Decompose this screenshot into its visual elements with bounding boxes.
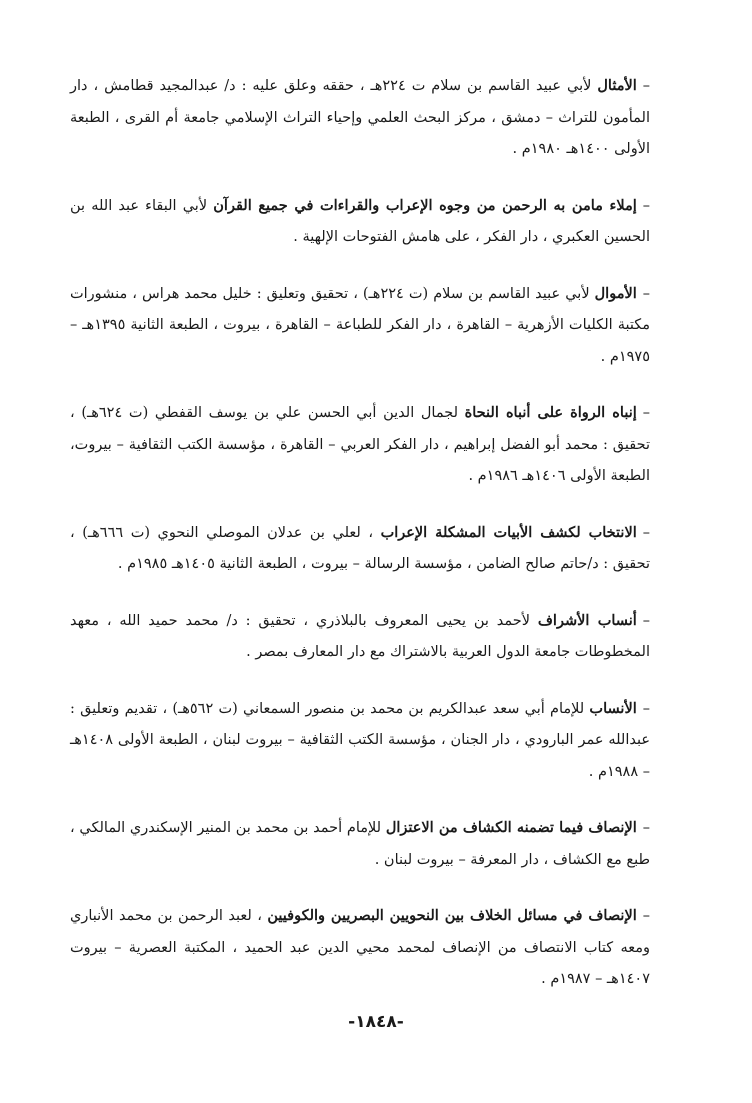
entry-text: ، لعبد الرحمن بن محمد الأنباري ومعه كتاب الانتصاف من الإنصاف لمحمد محيي الدين عبد الحميد ، المكتبة العصرية – بيروت ١٤٠٧هـ – ١٩٨٧م . <box>70 908 650 987</box>
entry-title: الإنصاف فيما تضمنه الكشاف من الاعتزال <box>385 819 637 836</box>
entry-dash: – <box>642 197 651 214</box>
entry-text: ، لعلي بن عدلان الموصلي النحوي (ت ٦٦٦هـ) ، تحقيق : د/حاتم صالح الضامن ، مؤسسة الرسالة – بيروت ، الطبعة الثانية ١٤٠٥هـ ١٩٨٥م . <box>70 524 650 572</box>
entry-title: الأموال <box>594 284 637 302</box>
entry-dash: – <box>642 78 651 94</box>
entry-dash: – <box>642 820 651 836</box>
bibliography-entry <box>70 517 650 581</box>
bibliography-page <box>70 70 650 1020</box>
entry-dash: – <box>642 700 651 717</box>
entry-title: الأنساب <box>589 699 637 717</box>
entry-dash: – <box>642 405 651 421</box>
entry-text: للإمام أبي سعد عبدالكريم بن محمد بن منصور السمعاني (ت ٥٦٢هـ) ، تقديم وتعليق : عبدالله عمر البارودي ، دار الجنان ، مؤسسة الكتب الثقافية – بيروت لبنان ، الطبعة الأولى ١٤٠٨هـ – ١٩٨٨م . <box>70 700 650 780</box>
entry-title: أنساب الأشراف <box>537 611 637 629</box>
entry-title: إنباه الرواة على أنباه النحاة <box>464 404 637 421</box>
entry-text: لجمال الدين أبي الحسن علي بن يوسف القفطي (ت ٦٢٤هـ) ، تحقيق : محمد أبو الفضل إبراهيم ، دار الفكر العربي – القاهرة ، مؤسسة الكتب الثقافية – بيروت، الطبعة الأولى ١٤٠٦هـ ١٩٨٦م . <box>70 405 650 484</box>
entry-title: الأمثال <box>597 77 637 94</box>
entry-dash: – <box>642 524 650 541</box>
bibliography-entry <box>70 190 650 254</box>
entry-text: لأبي عبيد القاسم بن سلام ت ٢٢٤هـ ، حققه وعلق عليه : د/ عبدالمجيد قطامش ، دار المأمون للتراث – دمشق ، مركز البحث العلمي وإحياء التراث الإسلامي جامعة أم القرى ، الطبعة الأولى ١٤٠٠هـ ١٩٨٠م . <box>70 78 650 157</box>
entry-title: الإنصاف في مسائل الخلاف بين النحويين البصريين والكوفيين <box>267 907 637 924</box>
entry-dash: – <box>642 612 651 629</box>
bibliography-entry <box>70 605 650 669</box>
entry-text: للإمام أحمد بن محمد بن المنير الإسكندري المالكي ، طبع مع الكشاف ، دار المعرفة – بيروت لبنان . <box>70 820 650 868</box>
entry-title: الانتخاب لكشف الأبيات المشكلة الإعراب <box>380 523 637 541</box>
bibliography-entry <box>70 397 650 493</box>
entry-text: لأحمد بن يحيى المعروف بالبلاذري ، تحقيق : د/ محمد حميد الله ، معهد المخطوطات جامعة الدول العربية بالاشتراك مع دار المعارف بمصر . <box>70 612 650 660</box>
bibliography-entry <box>70 812 650 876</box>
entry-dash: – <box>642 908 650 924</box>
entry-title: إملاء مامن به الرحمن من وجوه الإعراب والقراءات في جميع القرآن <box>213 196 637 214</box>
bibliography-entry <box>70 693 650 789</box>
entry-text: لأبي البقاء عبد الله بن الحسين العكبري ، دار الفكر ، على هامش الفتوحات الإلهية . <box>70 197 650 245</box>
bibliography-entry <box>70 900 650 996</box>
bibliography-entry <box>70 70 650 166</box>
entry-dash: – <box>642 285 651 302</box>
page-number: -١٨٤٨- <box>348 1012 404 1032</box>
bibliography-entry <box>70 278 650 374</box>
entry-text: لأبي عبيد القاسم بن سلام (ت ٢٢٤هـ) ، تحقيق وتعليق : خليل محمد هراس ، منشورات مكتبة الكليات الأزهرية – القاهرة ، دار الفكر للطباعة – القاهرة ، بيروت ، الطبعة الثانية ١٣٩٥هـ – ١٩٧٥م . <box>70 285 650 365</box>
